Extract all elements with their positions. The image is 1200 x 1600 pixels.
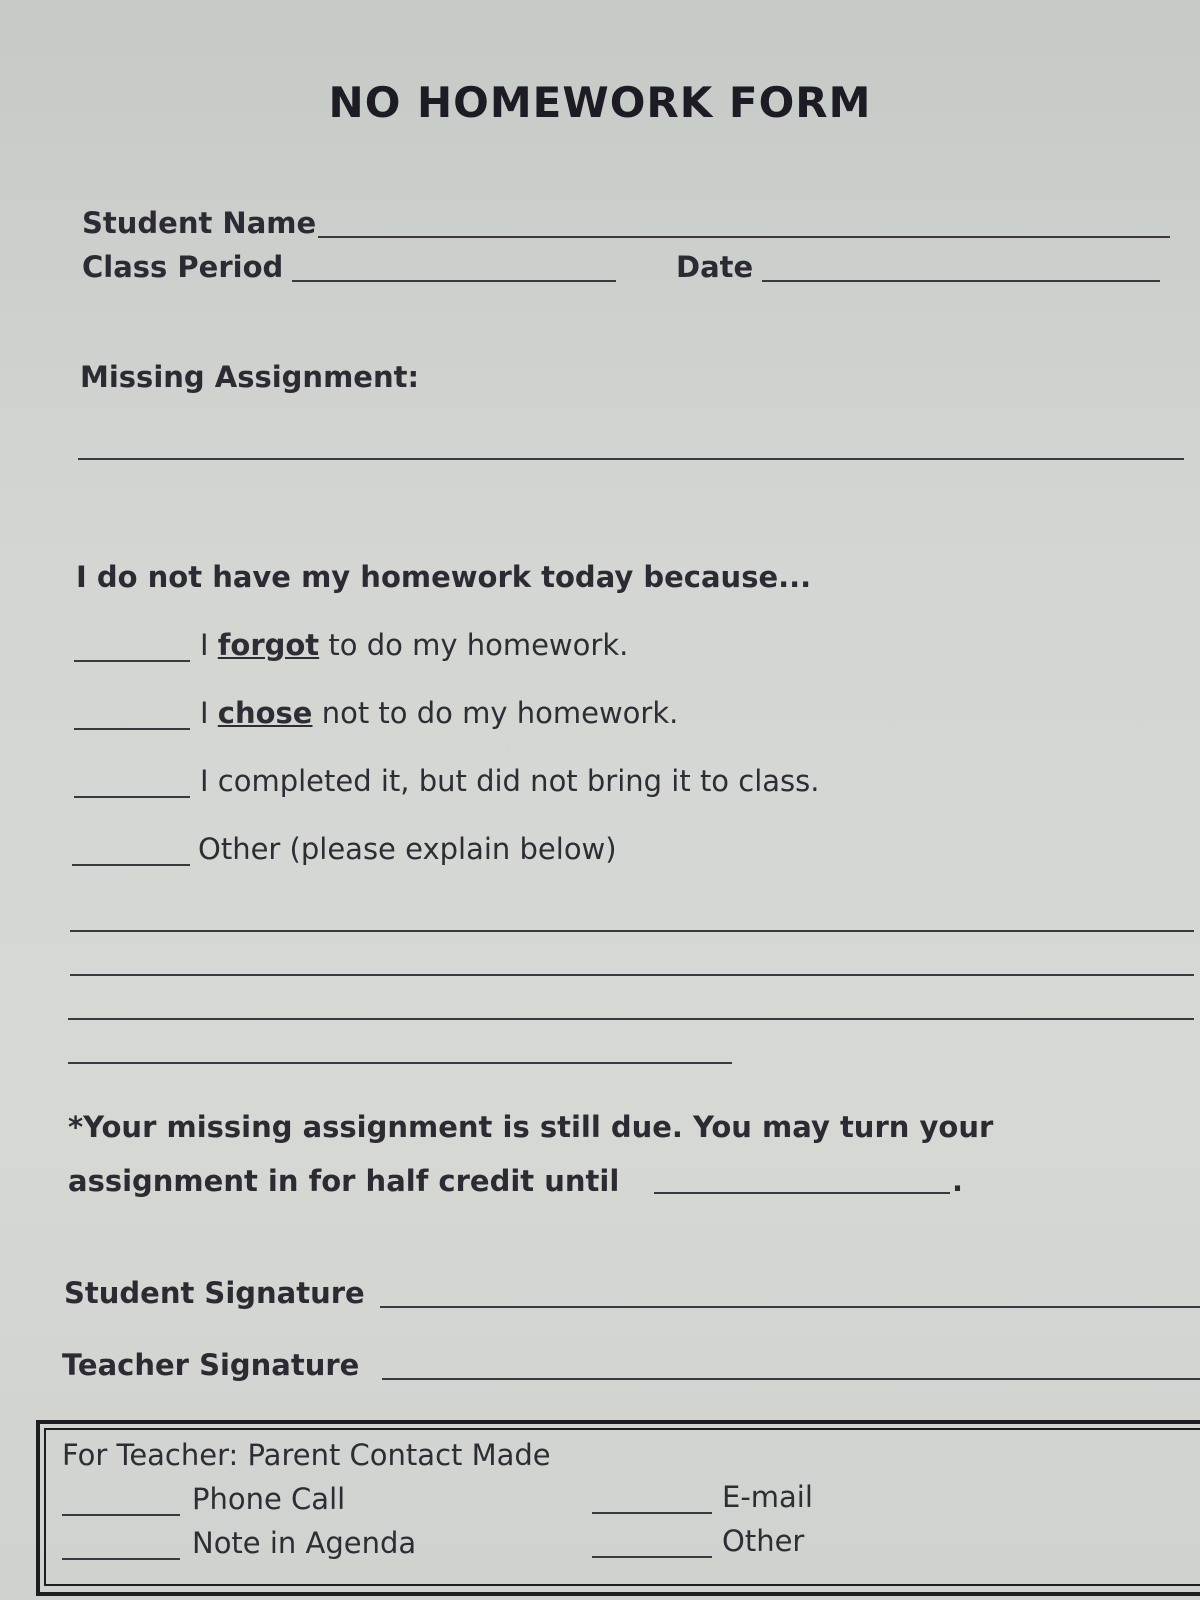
- note-in-agenda-label: Note in Agenda: [192, 1526, 417, 1560]
- explanation-line-2[interactable]: [70, 974, 1194, 976]
- explanation-line-3[interactable]: [68, 1018, 1194, 1020]
- reason-other: Other (please explain below): [198, 832, 617, 866]
- teacher-box-heading: For Teacher: Parent Contact Made: [62, 1438, 551, 1472]
- student-name-field[interactable]: [318, 236, 1170, 238]
- date-label: Date: [676, 250, 754, 284]
- explanation-line-1[interactable]: [70, 930, 1194, 932]
- other-contact-label: Other: [722, 1524, 805, 1558]
- student-signature-field[interactable]: [380, 1306, 1200, 1308]
- teacher-signature-field[interactable]: [382, 1378, 1200, 1380]
- email-label: E-mail: [722, 1480, 813, 1514]
- notice-line-2: assignment in for half credit until: [68, 1164, 620, 1198]
- phone-call-label: Phone Call: [192, 1482, 346, 1516]
- email-blank[interactable]: [592, 1512, 712, 1514]
- date-field[interactable]: [762, 280, 1160, 282]
- notice-line-1: *Your missing assignment is still due. You may turn your: [68, 1110, 994, 1144]
- note-in-agenda-blank[interactable]: [62, 1558, 180, 1560]
- reason-intro: I do not have my homework today because...: [76, 560, 812, 594]
- other-contact-blank[interactable]: [592, 1556, 712, 1558]
- reason-forgot-blank[interactable]: [74, 660, 190, 662]
- reason-chose: I chose not to do my homework.: [200, 696, 679, 730]
- teacher-signature-label: Teacher Signature: [62, 1348, 360, 1382]
- notice-period: .: [952, 1164, 964, 1198]
- reason-chose-blank[interactable]: [74, 728, 190, 730]
- half-credit-deadline-field[interactable]: [654, 1192, 950, 1194]
- student-name-label: Student Name: [82, 206, 317, 240]
- form-title: NO HOMEWORK FORM: [328, 78, 872, 127]
- reason-forgot: I forgot to do my homework.: [200, 628, 629, 662]
- class-period-label: Class Period: [82, 250, 284, 284]
- missing-assignment-label: Missing Assignment:: [80, 360, 420, 394]
- reason-not-brought: I completed it, but did not bring it to class.: [200, 764, 820, 798]
- class-period-field[interactable]: [292, 280, 616, 282]
- reason-not-brought-blank[interactable]: [74, 796, 190, 798]
- missing-assignment-field[interactable]: [78, 458, 1184, 460]
- reason-other-blank[interactable]: [72, 864, 190, 866]
- student-signature-label: Student Signature: [64, 1276, 365, 1310]
- explanation-line-4[interactable]: [68, 1062, 732, 1064]
- phone-call-blank[interactable]: [62, 1514, 180, 1516]
